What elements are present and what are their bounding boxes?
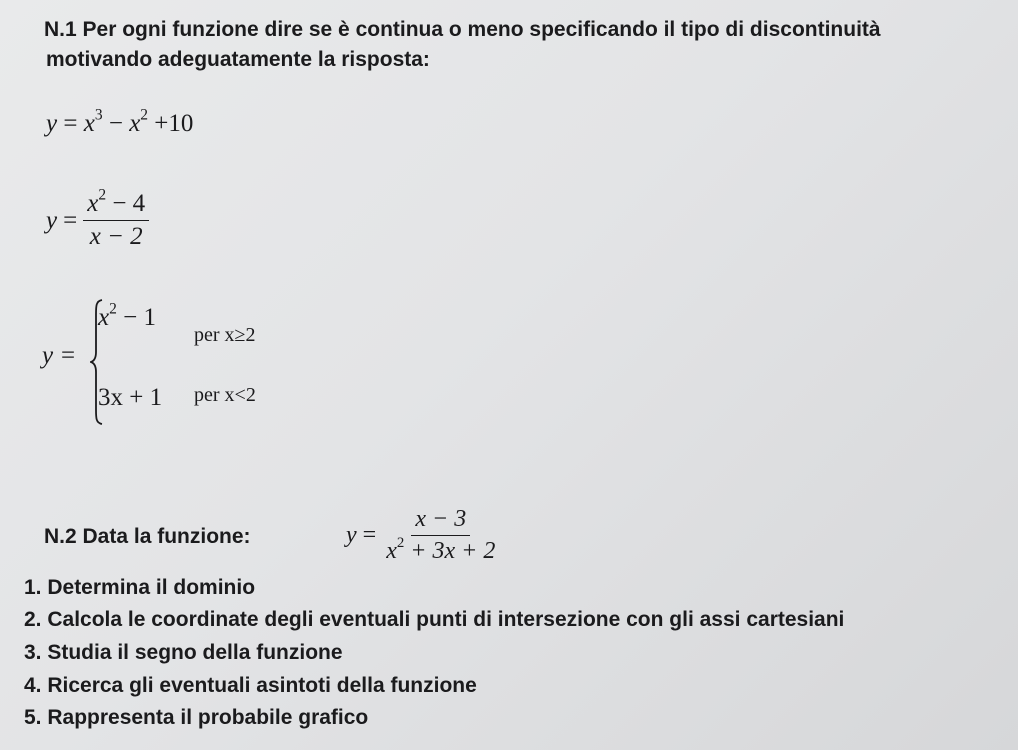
rational-num-rest: − 4 — [106, 190, 146, 217]
polynomial-function — [46, 106, 194, 138]
task-item: 5. Rappresenta il probabile grafico — [24, 706, 369, 729]
poly-exponent-2: 2 — [140, 106, 149, 124]
piecewise-expression-2: 3x + 1 — [98, 384, 163, 411]
question-1-text-line-1: N.1 Per ogni funzione dire se è continua o meno specificando il tipo di discontinuità — [44, 18, 881, 41]
poly-lhs: y — [46, 110, 58, 137]
task-item: 1. Determina il dominio — [24, 576, 256, 599]
task-item: 2. Calcola le coordinate degli eventuali punti di intersezione con gli assi cartesiani — [24, 608, 845, 631]
piecewise-expr1-rest: − 1 — [116, 304, 156, 331]
piecewise-condition-2: per x<2 — [194, 384, 256, 406]
q2-den-rest: + 3x + 2 — [404, 538, 496, 564]
rational-num-exponent: 2 — [98, 186, 107, 204]
question-1-text-line-2: motivando adeguatamente la risposta: — [46, 48, 430, 71]
piecewise-condition-1: per x≥2 — [194, 324, 256, 346]
poly-x-squared-base: x — [129, 110, 141, 137]
task-item: 3. Studia il segno della funzione — [24, 641, 343, 664]
q2-den-x: x — [386, 538, 397, 564]
task-item: 4. Ricerca gli eventuali asintoti della funzione — [24, 674, 477, 697]
question-2-text: N.2 Data la funzione: — [44, 525, 251, 548]
piecewise-expr1-x: x — [98, 304, 110, 331]
rational-function — [46, 186, 149, 251]
poly-minus: − — [102, 110, 130, 137]
poly-exponent-3: 3 — [94, 106, 103, 124]
poly-equals: = — [63, 110, 78, 137]
rational-numerator — [83, 186, 149, 221]
q2-den-exponent: 2 — [396, 534, 405, 551]
q2-lhs: y — [346, 522, 357, 548]
piecewise-expr1-exponent: 2 — [109, 300, 117, 318]
piecewise-lhs: y = — [42, 342, 77, 369]
rational-equals: = — [63, 206, 78, 234]
rational-lhs: y — [46, 206, 58, 234]
question-2-function — [346, 506, 499, 565]
piecewise-expression-1 — [98, 300, 156, 332]
piecewise-function — [42, 298, 302, 428]
q2-denominator — [382, 536, 499, 565]
rational-denominator: x − 2 — [89, 223, 143, 250]
poly-plus-ten: +10 — [148, 110, 194, 137]
q2-equals: = — [362, 522, 377, 548]
rational-num-x: x — [87, 190, 99, 217]
rational-fraction — [83, 186, 149, 251]
q2-numerator: x − 3 — [411, 506, 470, 536]
q2-fraction — [382, 506, 499, 565]
poly-x-cubed-base: x — [83, 110, 95, 137]
